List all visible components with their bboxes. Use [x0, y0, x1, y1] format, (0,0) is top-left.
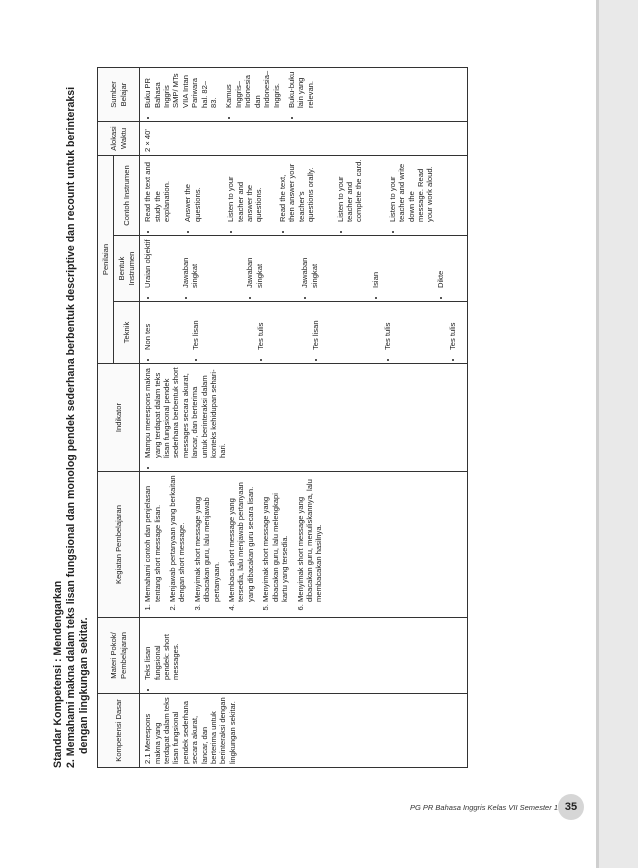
kd-text: 2.1 Merespons makna yang terdapat dalam teks lisan fungsional pendek sederhana secara akurat, lancar, dan berterima untuk berinteraksi dengan lingkungan sekitar.	[143, 697, 237, 764]
contoh-item: • Listen to your teacher and complete the card.	[336, 159, 364, 222]
standard-line-2: 2. Memahami makna dalam teks lisan fungsional dan monolog pendek sederhana berbentuk descriptive dan recount untuk berinteraksi	[65, 86, 77, 768]
cell-indikator	[140, 364, 467, 472]
contoh-item: • Listen to your teacher and write down the message. Read your work aloud.	[388, 159, 435, 222]
kegiatan-item: 4. Membaca short message yang tersedia, lalu menjawab pertanyaan yang dibacakan guru secara lisan.	[227, 475, 255, 602]
bentuk-item: • Jawaban singkat	[181, 239, 200, 288]
materi-item: • Teks lisan fungsional pendek: short messages.	[143, 621, 181, 680]
teknik-item: • Tes tulis	[383, 305, 392, 350]
bentuk-item: • Dikte	[436, 239, 445, 288]
side-tab	[596, 0, 638, 868]
kegiatan-item: 3. Menyimak short message yang dibacakan guru, lalu menjawab pertanyaan.	[193, 475, 221, 602]
kegiatan-item: 2. Menjawab pertanyaan yang berkaitan dengan short message.	[168, 475, 187, 602]
syllabus-table	[97, 67, 468, 768]
header-kegiatan: Kegiatan Pembelajaran	[98, 472, 140, 618]
contoh-item: • Answer the questions.	[183, 159, 202, 222]
teknik-item: • Tes tulis	[256, 305, 265, 350]
standard-line-1: Standar Kompetensi : Mendengarkan	[52, 580, 64, 768]
bentuk-item: • Jawaban singkat	[245, 239, 264, 288]
sumber-item: • Buku-buku lain yang relevan.	[287, 71, 315, 108]
table-row	[140, 68, 467, 768]
cell-teknik	[140, 302, 467, 364]
contoh-item: • Read the text, then answer your teacher's questions orally.	[278, 159, 316, 222]
cell-contoh	[140, 156, 467, 236]
footer-book-title: PG PR Bahasa Inggris Kelas VII Semester 1	[410, 803, 558, 812]
header-materi: Materi Pokok/ Pembelajaran	[98, 618, 140, 694]
header-row-1	[98, 68, 114, 768]
sumber-item: • Kamus Inggris–Indonesia dan Indonesia–Inggris.	[224, 71, 280, 108]
header-kd: Kompetensi Dasar	[98, 694, 140, 768]
header-penilaian: Penilaian	[98, 156, 114, 364]
rotated-page-content	[52, 8, 592, 768]
teknik-item: • Tes lisan	[311, 305, 320, 350]
header-sumber: Sumber Belajar	[98, 68, 140, 122]
bentuk-item: • Isian	[371, 239, 380, 288]
kegiatan-item: 5. Menyimak short message yang dibacakan guru, lalu melengkapi kartu yang tersedia.	[261, 475, 289, 602]
contoh-item: • Read the text and study the explanation.	[143, 159, 171, 222]
header-bentuk: Bentuk Instrumen	[114, 236, 140, 302]
contoh-item: • Listen to your teacher and answer the questions.	[226, 159, 264, 222]
header-indikator: Indikator	[98, 364, 140, 472]
cell-sumber	[140, 68, 467, 122]
standard-kompetensi	[52, 28, 91, 768]
header-teknik: Teknik	[114, 302, 140, 364]
sumber-item: • Buku PR Bahasa Inggris SMP/ MTs VIIA Intan Pariwara hal. 82–83.	[143, 71, 218, 108]
cell-bentuk	[140, 236, 467, 302]
header-contoh: Contoh Instrumen	[114, 156, 140, 236]
bentuk-item: • Jawaban singkat	[300, 239, 319, 288]
side-tab-stripe	[596, 0, 599, 868]
indikator-item: • Mampu merespons makna yang terdapat dalam teks lisan fungsional pendek sederhana berbentuk short messages secara akurat, lancar, dan berterima untuk berinteraksi dalam konteks kehidupan sehari-hari.	[143, 367, 228, 458]
standard-line-3: dengan lingkungan sekitar.	[78, 617, 90, 754]
cell-kegiatan	[140, 472, 467, 618]
cell-materi	[140, 618, 467, 694]
cell-alokasi	[140, 122, 467, 156]
kegiatan-item: 6. Menyimak short message yang dibacakan guru, menuliskannya, lalu membacakan hasilnya.	[296, 475, 324, 602]
alokasi-value: 2 × 40'	[143, 129, 153, 152]
page-number: 35	[558, 794, 584, 820]
header-alokasi: Alokasi Waktu	[98, 122, 140, 156]
kegiatan-item: 1. Memahami contoh dan penjelasan tentang short message lisan.	[143, 475, 162, 602]
teknik-item: • Non tes	[143, 305, 152, 350]
teknik-item: • Tes lisan	[191, 305, 200, 350]
teknik-item: • Tes tulis	[448, 305, 457, 350]
bentuk-item: • Uraian objektif	[143, 239, 152, 288]
cell-kd	[140, 694, 467, 768]
